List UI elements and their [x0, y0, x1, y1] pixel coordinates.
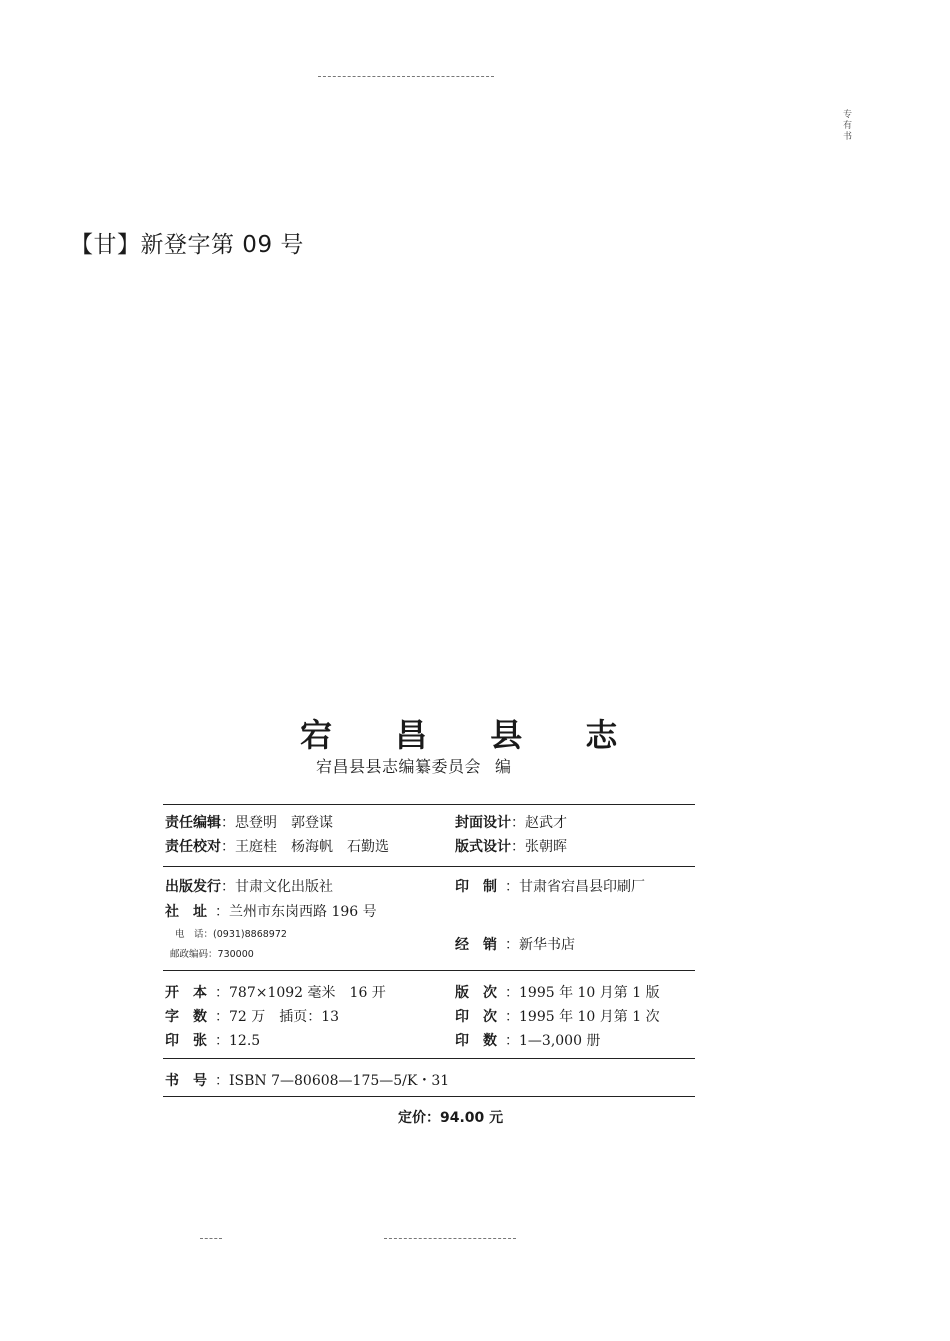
phone-label: 电 话	[175, 929, 204, 940]
editor-line: 责任编辑：思登明 郭登谋	[165, 812, 333, 832]
address-line: 社 址 ：兰州市东岗西路 196 号	[165, 901, 377, 921]
rule-5	[163, 1096, 695, 1097]
scan-artifact-bottom-right	[384, 1238, 516, 1239]
editor-label: 责任编辑	[165, 815, 221, 831]
postcode-label: 邮政编码	[170, 949, 209, 960]
words-label: 字 数	[165, 1009, 207, 1025]
rule-3	[163, 970, 695, 971]
printer-line: 印 制 ：甘肃省宕昌县印刷厂	[455, 876, 645, 896]
rule-4	[163, 1058, 695, 1059]
scan-artifact-bottom-left	[200, 1238, 222, 1239]
edition-label: 版 次	[455, 985, 497, 1001]
phone-line: 电 话：(0931)8868972	[175, 929, 287, 940]
side-mark: 专有书	[843, 110, 853, 142]
cover-designer: 赵武才	[525, 815, 567, 831]
address: 兰州市东岗西路 196 号	[229, 904, 377, 920]
scan-artifact-top	[318, 76, 494, 77]
editors: 思登明 郭登谋	[235, 815, 333, 831]
proofreaders: 王庭桂 杨海帆 石勤选	[235, 839, 389, 855]
printing-line: 印 次 ：1995 年 10 月第 1 次	[455, 1006, 660, 1026]
printing-label: 印 次	[455, 1009, 497, 1025]
isbn-line: 书 号 ：ISBN 7—80608—175—5/K・31	[165, 1070, 449, 1090]
proof-label: 责任校对	[165, 839, 221, 855]
sheets-line: 印 张 ：12.5	[165, 1030, 260, 1050]
publisher-name: 甘肃文化出版社	[235, 879, 333, 895]
phone: (0931)8868972	[213, 929, 287, 940]
format-label: 开 本	[165, 985, 207, 1001]
postcode: 730000	[217, 949, 254, 960]
words-line: 字 数 ：72 万 插页：13	[165, 1006, 339, 1026]
distributor: 新华书店	[519, 937, 575, 953]
layout-label: 版式设计	[455, 839, 511, 855]
words: 72 万 插页：13	[229, 1009, 340, 1025]
price-label: 定价	[398, 1110, 426, 1126]
edition: 1995 年 10 月第 1 版	[519, 985, 660, 1001]
rule-1	[163, 804, 695, 805]
address-label: 社 址	[165, 904, 207, 920]
publisher-line: 出版发行：甘肃文化出版社	[165, 876, 333, 896]
postcode-line: 邮政编码：730000	[170, 949, 254, 960]
isbn: ISBN 7—80608—175—5/K・31	[229, 1073, 450, 1089]
printer-name: 甘肃省宕昌县印刷厂	[519, 879, 645, 895]
distributor-line: 经 销 ：新华书店	[455, 934, 575, 954]
printer-label: 印 制	[455, 879, 497, 895]
copies-label: 印 数	[455, 1033, 497, 1049]
compiler-line	[316, 754, 512, 777]
registration-number: 【甘】新登字第 09 号	[70, 232, 304, 258]
copies-line: 印 数 ：1—3,000 册	[455, 1030, 600, 1050]
copies: 1—3,000 册	[519, 1033, 601, 1049]
compiler-name: 宕昌县县志编纂委员会	[316, 757, 482, 776]
sheets-label: 印 张	[165, 1033, 207, 1049]
price: 94.00 元	[440, 1110, 504, 1126]
book-title: 宕 昌 县 志	[300, 716, 644, 754]
compiler-role: 编	[495, 757, 512, 776]
edition-line: 版 次 ：1995 年 10 月第 1 版	[455, 982, 660, 1002]
distributor-label: 经 销	[455, 937, 497, 953]
rule-2	[163, 866, 695, 867]
layout-designer: 张朝晖	[525, 839, 567, 855]
cover-line: 封面设计：赵武才	[455, 812, 567, 832]
isbn-label: 书 号	[165, 1073, 207, 1089]
sheets: 12.5	[229, 1033, 261, 1049]
printing: 1995 年 10 月第 1 次	[519, 1009, 660, 1025]
layout-line: 版式设计：张朝晖	[455, 836, 567, 856]
publisher-label: 出版发行	[165, 879, 221, 895]
proof-line: 责任校对：王庭桂 杨海帆 石勤选	[165, 836, 389, 856]
format-line: 开 本 ：787×1092 毫米 16 开	[165, 982, 386, 1002]
format: 787×1092 毫米 16 开	[229, 985, 386, 1001]
price-line: 定价：94.00 元	[398, 1110, 504, 1126]
cover-label: 封面设计	[455, 815, 511, 831]
